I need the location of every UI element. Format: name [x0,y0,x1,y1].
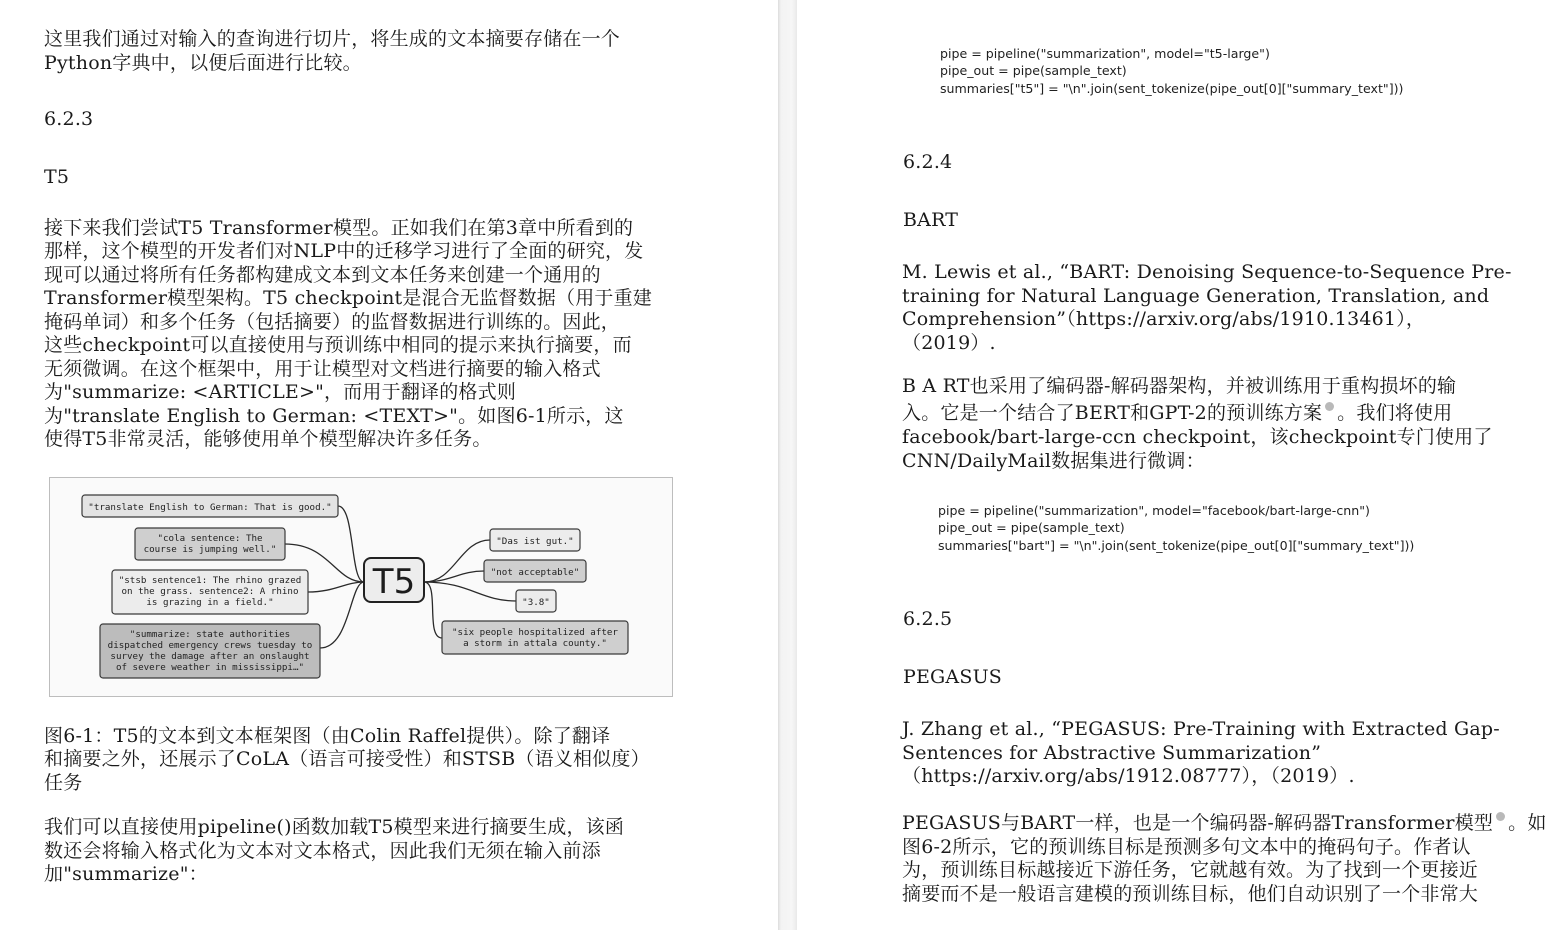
paragraph-line: 为"translate English to German: <TEXT>"。如图6-1所示，这 [44,405,624,427]
citation-marker-icon[interactable] [1496,812,1505,821]
figure-text: a storm in attala county." [463,638,607,649]
right-page [797,0,1547,930]
input-box-translate [82,495,338,517]
intro-line-1: 这里我们通过对输入的查询进行切片，将生成的文本摘要存储在一个 [44,28,621,50]
paragraph-line: CNN/DailyMail数据集进行微调： [902,450,1205,472]
figure-text: "Das ist gut." [496,536,574,547]
paragraph-line: 现可以通过将所有任务都构建成文本到文本任务来创建一个通用的 [44,264,601,286]
paragraph-line: 图6-2所示，它的预训练目标是预测多句文本中的掩码句子。作者认 [902,836,1471,858]
paragraph-line: 这些checkpoint可以直接使用与预训练中相同的提示来执行摘要，而 [44,334,632,356]
figure-text: "not acceptable" [490,567,580,578]
reference-line: （https://arxiv.org/abs/1912.08777），（2019）. [902,765,1355,787]
paragraph-line [902,812,1547,836]
t5-node-label: T5 [372,562,416,602]
paragraph-line: 那样，这个模型的开发者们对NLP中的迁移学习进行了全面的研究，发 [44,240,644,262]
reference-line: M. Lewis et al., “BART: Denoising Sequence-to-Sequence Pre- [902,261,1512,283]
paragraph-line: facebook/bart-large-ccn checkpoint，该checkpoint专门使用了 [902,426,1493,448]
citation-marker-icon[interactable] [1325,402,1334,411]
paragraph-text: 。如 [1508,812,1547,834]
input-box-summarize [100,624,320,678]
code-line: summaries["t5"] = "\n".join(sent_tokenize(pipe_out[0]["summary_text"])) [940,81,1404,96]
paragraph-line: 为，预训练目标越接近下游任务，它就越有效。为了找到一个更接近 [902,859,1479,881]
paragraph-text: 。我们将使用 [1337,402,1453,424]
figure-text: survey the damage after an onslaught [110,651,310,662]
output-box-summary [442,621,628,654]
code-line: pipe_out = pipe(sample_text) [940,63,1127,78]
connector-line [320,582,364,648]
connector-line [424,582,516,601]
paragraph-line: Transformer模型架构。T5 checkpoint是混合无监督数据（用于重建 [44,287,652,309]
figure-text: "summarize: state authorities [129,629,291,640]
section-number-6-2-4: 6.2.4 [903,151,953,173]
paragraph-line: 接下来我们尝试T5 Transformer模型。正如我们在第3章中所看到的 [44,217,634,239]
figure-text: "stsb sentence1: The rhino grazed [118,575,302,586]
reference-line: J. Zhang et al., “PEGASUS: Pre-Training with Extracted Gap- [902,718,1500,740]
paragraph-line: 我们可以直接使用pipeline()函数加载T5模型来进行摘要生成，该函 [44,816,625,838]
figure-text: on the grass. sentence2: A rhino [121,586,299,597]
paragraph-line: 使得T5非常灵活，能够使用单个模型解决许多任务。 [44,428,492,450]
code-line: summaries["bart"] = "\n".join(sent_tokenize(pipe_out[0]["summary_text"])) [938,538,1415,553]
section-title-t5: T5 [44,166,70,188]
input-box-cola [135,528,285,560]
paragraph-line: 数还会将输入格式化为文本对文本格式，因此我们无须在输入前添 [44,840,601,862]
code-line: pipe = pipeline("summarization", model="facebook/bart-large-cnn") [938,503,1370,518]
caption-line: 和摘要之外，还展示了CoLA（语言可接受性）和STSB（语义相似度） [44,748,650,770]
t5-framework-figure [49,477,673,697]
figure-text: "3.8" [522,597,550,608]
code-line: pipe = pipeline("summarization", model="t5-large") [940,46,1270,61]
reference-line: Comprehension”（https://arxiv.org/abs/1910.13461）， [902,308,1426,330]
figure-text: "translate English to German: That is good." [88,502,332,513]
figure-text: is grazing in a field." [146,597,274,608]
reference-line: Sentences for Abstractive Summarization” [902,742,1322,764]
caption-line: 任务 [44,772,83,794]
code-line: pipe_out = pipe(sample_text) [938,520,1125,535]
intro-line-2: Python字典中，以便后面进行比较。 [44,52,362,74]
figure-text: of severe weather in mississippi…" [115,662,305,673]
output-box-similarity [516,590,556,612]
paragraph-line: 摘要而不是一般语言建模的预训练目标，他们自动识别了一个非常大 [902,883,1479,905]
output-box-acceptability [484,560,586,582]
caption-line: 图6-1：T5的文本到文本框架图（由Colin Raffel提供）。除了翻译 [44,725,611,747]
figure-text: "cola sentence: The [157,533,263,544]
paragraph-line [902,402,1452,426]
input-box-stsb [112,570,308,614]
reference-line: （2019）. [902,332,996,354]
figure-text: "six people hospitalized after [452,627,618,638]
connector-line [338,506,364,582]
connector-line [424,582,442,638]
output-box-translation [490,529,580,551]
page-gutter [778,0,797,930]
section-title-pegasus: PEGASUS [903,666,1002,688]
paragraph-line: 为"summarize: <ARTICLE>"，而用于翻译的格式则 [44,381,517,403]
section-number-6-2-3: 6.2.3 [44,108,94,130]
figure-text: dispatched emergency crews tuesday to [107,640,313,651]
paragraph-line: 加"summarize"： [44,863,208,885]
paragraph-line: B A RT也采用了编码器-解码器架构，并被训练用于重构损坏的输 [902,375,1457,397]
section-number-6-2-5: 6.2.5 [903,608,953,630]
paragraph-text: PEGASUS与BART一样，也是一个编码器-解码器Transformer模型 [902,812,1494,834]
figure-text: course is jumping well." [143,544,277,555]
section-title-bart: BART [903,209,959,231]
paragraph-line: 掩码单词）和多个任务（包括摘要）的监督数据进行训练的。因此， [44,311,621,333]
t5-model-node [364,558,424,602]
reference-line: training for Natural Language Generation, Translation, and [902,285,1490,307]
paragraph-line: 无须微调。在这个框架中，用于让模型对文档进行摘要的输入格式 [44,358,601,380]
paragraph-text: 入。它是一个结合了BERT和GPT-2的预训练方案 [902,402,1323,424]
t5-framework-diagram [50,478,672,696]
